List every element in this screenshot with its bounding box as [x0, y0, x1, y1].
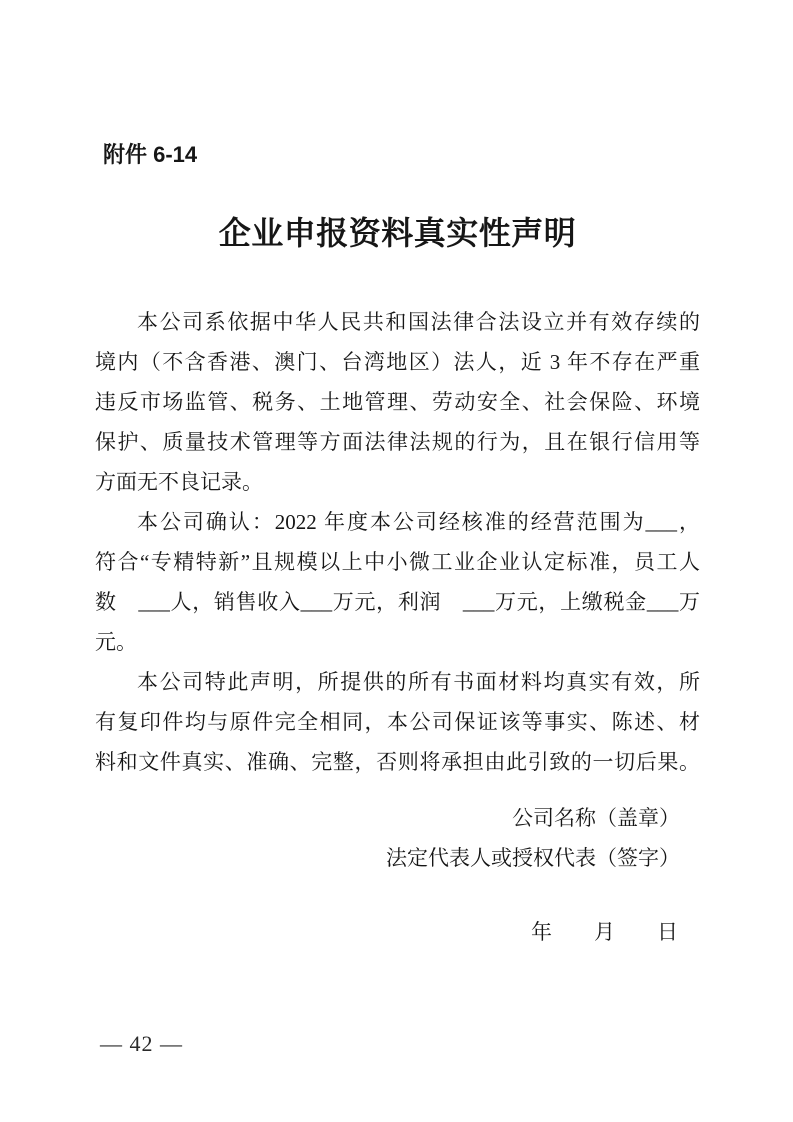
company-seal-line: 公司名称（盖章） — [512, 806, 680, 830]
representative-signature-line: 法定代表人或授权代表（签字） — [386, 846, 680, 870]
body-line: 料和文件真实、准确、完整，否则将承担由此引致的一切后果。 — [95, 750, 700, 774]
body-line: 本公司特此声明，所提供的所有书面材料均真实有效，所 — [137, 670, 700, 694]
body-line: 本公司系依据中华人民共和国法律合法设立并有效存续的 — [137, 310, 700, 334]
body-line: 本公司确认：2022 年度本公司经核准的经营范围为___， — [137, 510, 700, 534]
signature-block — [95, 798, 700, 878]
body-line: 违反市场监管、税务、土地管理、劳动安全、社会保险、环境 — [95, 390, 700, 414]
body-line: 境内（不含香港、澳门、台湾地区）法人，近 3 年不存在严重 — [95, 350, 700, 374]
body-line: 数 ___人，销售收入___万元，利润 ___万元，上缴税金___万 — [95, 590, 700, 614]
body-line: 符合“专精特新”且规模以上中小微工业企业认定标准，员工人 — [95, 550, 700, 574]
paragraph-2 — [95, 502, 700, 662]
document-body — [95, 302, 700, 782]
body-line: 有复印件均与原件完全相同，本公司保证该等事实、陈述、材 — [95, 710, 700, 734]
body-line: 方面无不良记录。 — [95, 470, 263, 494]
date-line: 年 月 日 — [531, 920, 678, 944]
attachment-label: 附件 6-14 — [103, 142, 198, 167]
body-line: 元。 — [95, 630, 137, 654]
page-number: — 42 — — [100, 1031, 183, 1056]
paragraph-3 — [95, 662, 700, 782]
document-title: 企业申报资料真实性声明 — [218, 215, 577, 251]
paragraph-1 — [95, 302, 700, 502]
body-line: 保护、质量技术管理等方面法律法规的行为，且在银行信用等 — [95, 430, 700, 454]
